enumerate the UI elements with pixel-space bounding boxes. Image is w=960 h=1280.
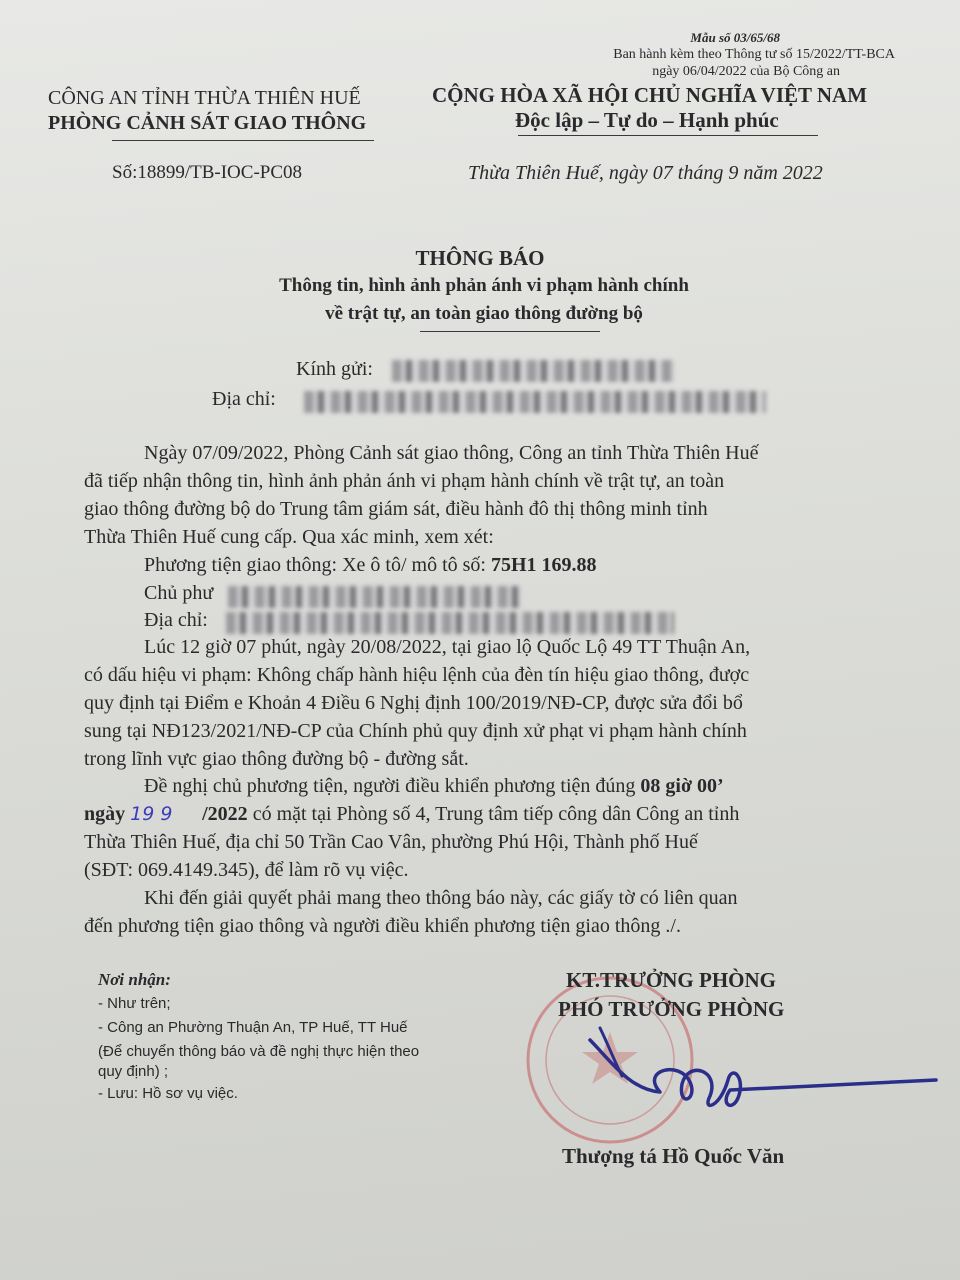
paragraph-3-line-2 bbox=[84, 803, 739, 826]
paragraph-2-line-2: có dấu hiệu vi phạm: Không chấp hành hiệu lệnh của đèn tín hiệu giao thông, được bbox=[84, 664, 750, 686]
national-title: CỘNG HÒA XÃ HỘI CHỦ NGHĨA VIỆT NAM bbox=[432, 83, 868, 107]
redacted-owner-address bbox=[226, 612, 674, 634]
form-number: Mẫu số 03/65/68 bbox=[690, 30, 780, 45]
redacted-recipient-address bbox=[304, 391, 766, 413]
notice-subtitle-line2: về trật tự, an toàn giao thông đường bộ bbox=[325, 303, 643, 324]
issuing-department: PHÒNG CẢNH SÁT GIAO THÔNG bbox=[48, 112, 367, 134]
signature-title-line1: KT.TRƯỞNG PHÒNG bbox=[566, 968, 776, 992]
place-and-date: Thừa Thiên Huế, ngày 07 tháng 9 năm 2022 bbox=[468, 162, 823, 184]
issuance-note-line1: Ban hành kèm theo Thông tư số 15/2022/TT-BCA bbox=[613, 47, 895, 62]
owner-label: Chủ phư bbox=[144, 582, 214, 604]
appointment-time: 08 giờ 00’ bbox=[640, 775, 724, 797]
issuing-agency: CÔNG AN TỈNH THỪA THIÊN HUẾ bbox=[48, 87, 361, 109]
vehicle-line bbox=[144, 554, 597, 577]
paragraph-4-line-1: Khi đến giải quyết phải mang theo thông báo này, các giấy tờ có liên quan bbox=[144, 887, 738, 909]
paragraph-2-line-1: Lúc 12 giờ 07 phút, ngày 20/08/2022, tại giao lộ Quốc Lộ 49 TT Thuận An, bbox=[144, 636, 751, 658]
paragraph-1-line-1: Ngày 07/09/2022, Phòng Cảnh sát giao thông, Công an tỉnh Thừa Thiên Huế bbox=[144, 442, 759, 464]
paragraph-2-line-4: sung tại NĐ123/2021/NĐ-CP của Chính phủ quy định xử phạt vi phạm hành chính bbox=[84, 720, 747, 742]
day-label: ngày bbox=[84, 803, 126, 825]
paragraph-1-line-3: giao thông đường bộ do Trung tâm giám sát, điều hành đô thị thông minh tỉnh bbox=[84, 498, 708, 520]
document-reference: Số:18899/TB-IOC-PC08 bbox=[112, 162, 303, 183]
appointment-year: /2022 bbox=[202, 803, 248, 825]
handwritten-signature bbox=[570, 1020, 950, 1130]
recipient-item: - Như trên; bbox=[98, 995, 171, 1012]
vehicle-label: Phương tiện giao thông: Xe ô tô/ mô tô số: bbox=[144, 554, 491, 576]
recipient-item: - Lưu: Hồ sơ vụ việc. bbox=[98, 1085, 238, 1102]
license-plate: 75H1 169.88 bbox=[490, 554, 597, 576]
paragraph-2-line-5: trong lĩnh vực giao thông đường bộ - đường sắt. bbox=[84, 748, 469, 770]
recipient-label: Kính gửi: bbox=[296, 358, 373, 380]
redacted-owner-name bbox=[228, 586, 522, 608]
subtitle-underline bbox=[420, 331, 600, 332]
signer-name: Thượng tá Hồ Quốc Văn bbox=[562, 1144, 785, 1168]
recipients-heading: Nơi nhận: bbox=[98, 970, 171, 989]
signature-title-line2: PHÓ TRƯỞNG PHÒNG bbox=[558, 997, 785, 1021]
redacted-recipient-name bbox=[392, 360, 674, 382]
handwritten-date: 19 9 bbox=[130, 803, 173, 825]
underline-divider bbox=[112, 140, 374, 141]
paragraph-4-line-2: đến phương tiện giao thông và người điều khiển phương tiện giao thông ./. bbox=[84, 915, 681, 937]
national-motto: Độc lập – Tự do – Hạnh phúc bbox=[515, 108, 779, 132]
notice-title: THÔNG BÁO bbox=[415, 246, 545, 270]
paragraph-3-line-1 bbox=[144, 775, 724, 798]
recipient-item: - Công an Phường Thuận An, TP Huế, TT Huế bbox=[98, 1019, 408, 1036]
paragraph-2-line-3: quy định tại Điểm e Khoản 4 Điều 6 Nghị định 100/2019/NĐ-CP, được sửa đổi bổ bbox=[84, 692, 743, 714]
paragraph-1-line-4: Thừa Thiên Huế cung cấp. Qua xác minh, xem xét: bbox=[84, 526, 494, 548]
motto-underline bbox=[518, 135, 818, 136]
paragraph-3-line-4: (SĐT: 069.4149.345), để làm rõ vụ việc. bbox=[84, 859, 409, 881]
paragraph-3-line-3: Thừa Thiên Huế, địa chỉ 50 Trần Cao Vân, phường Phú Hội, Thành phố Huế bbox=[84, 831, 698, 853]
paragraph-1-line-2: đã tiếp nhận thông tin, hình ảnh phản ánh vi phạm hành chính về trật tự, an toàn bbox=[84, 470, 725, 492]
recipient-item: (Để chuyển thông báo và đề nghị thực hiện theo bbox=[98, 1043, 420, 1060]
recipient-address-label: Địa chỉ: bbox=[212, 388, 276, 410]
owner-address-label: Địa chỉ: bbox=[144, 609, 208, 631]
recipient-item: quy định) ; bbox=[98, 1063, 169, 1080]
notice-subtitle-line1: Thông tin, hình ảnh phản ánh vi phạm hành chính bbox=[279, 275, 689, 296]
issuance-note-line2: ngày 06/04/2022 của Bộ Công an bbox=[652, 64, 840, 79]
summons-request-text: Đề nghị chủ phương tiện, người điều khiển phương tiện đúng bbox=[144, 775, 641, 797]
appointment-location: có mặt tại Phòng số 4, Trung tâm tiếp công dân Công an tỉnh bbox=[247, 803, 740, 825]
